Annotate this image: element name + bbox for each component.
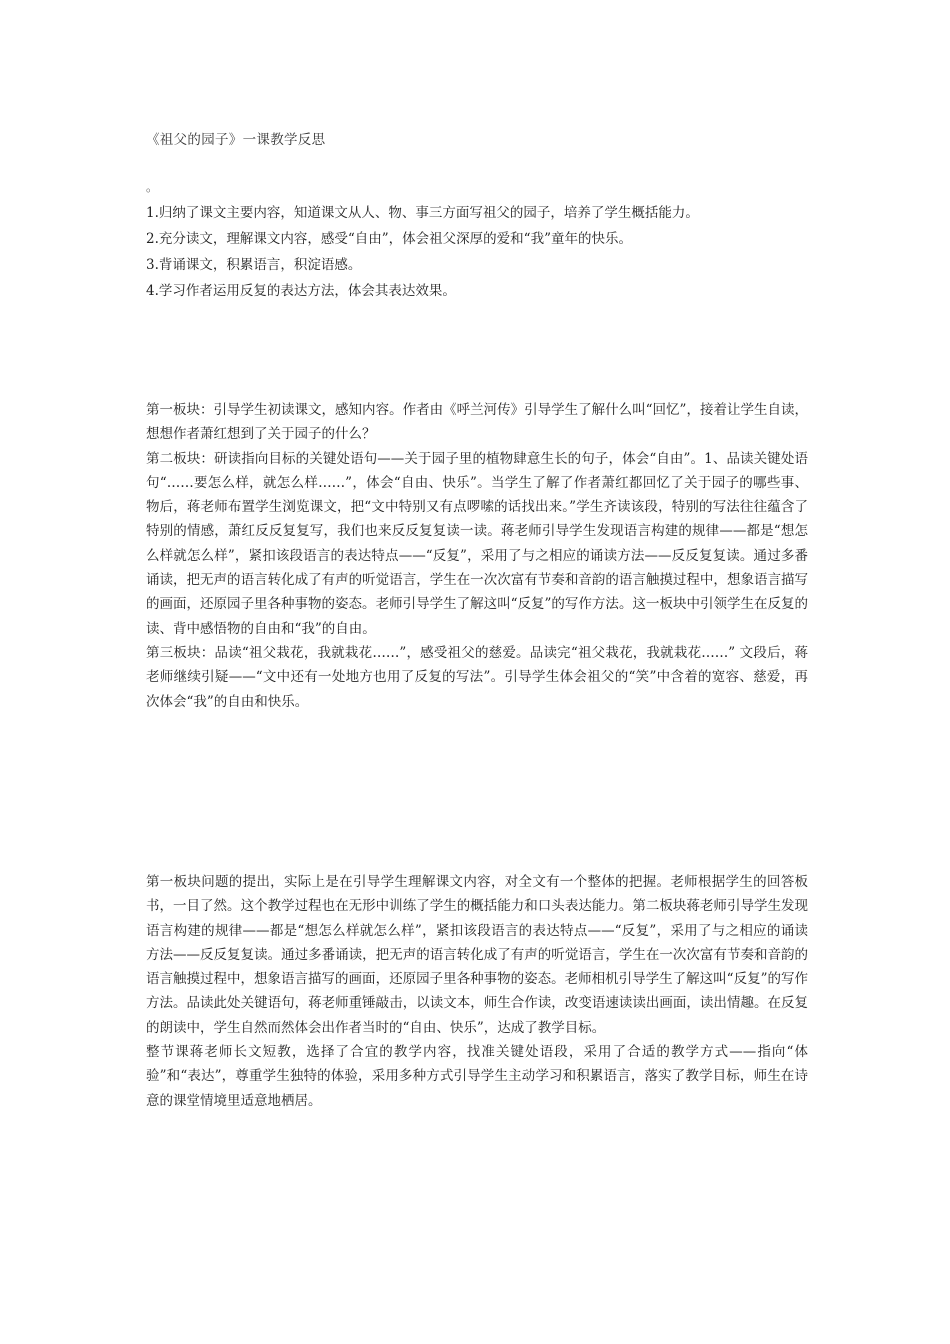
teaching-objectives: [146, 200, 826, 304]
block-paragraph: 第二板块：研读指向目标的关键处语句——关于园子里的植物肆意生长的句子，体会“自由”。1、品读关键处语句“……要怎么样，就怎么样……”，体会“自由、快乐”。当学生了解了作者萧红都回忆了关于园子的哪些事、物后，蒋老师布置学生浏览课文，把“文中特别又有点啰嗦的话找出来。”学生齐读该段，特别的写法往往蕴含了特别的情感，萧红反反复复写，我们也来反反复复读一读。蒋老师引导学生发现语言构建的规律——都是“想怎么样就怎么样”，紧扣该段语言的表达特点——“反复”，采用了与之相应的诵读方法——反反复复读。通过多番诵读，把无声的语言转化成了有声的听觉语言，学生在一次次富有节奏和音韵的语言触摸过程中，想象语言描写的画面，还原园子里各种事物的姿态。老师引导学生了解这叫“反复”的写作方法。这一板块中引领学生在反复的读、背中感悟物的自由和“我”的自由。: [146, 450, 808, 637]
objective-item: 2.充分读文，理解课文内容，感受“自由”，体会祖父深厚的爱和“我”童年的快乐。: [146, 231, 632, 247]
document-title: 《祖父的园子》一课教学反思: [146, 132, 326, 148]
teaching-process-section: [146, 398, 808, 714]
block-paragraph: 第一板块：引导学生初读课文，感知内容。作者由《呼兰河传》引导学生了解什么叫“回忆”，接着让学生自读，想想作者萧红想到了关于园子的什么？: [146, 402, 808, 443]
stray-punctuation: 。: [146, 180, 159, 194]
objective-item: 4.学习作者运用反复的表达方法，体会其表达效果。: [146, 283, 456, 299]
block-paragraph: 第三板块：品读“祖父栽花，我就栽花……”，感受祖父的慈爱。品读完“祖父栽花，我就栽花……” 文段后，蒋老师继续引疑——“文中还有一处地方也用了反复的写法”。引导学生体会祖父的“笑”中含着的宽容、慈爱，再次体会“我”的自由和快乐。: [146, 644, 808, 710]
reflection-section: [146, 870, 808, 1113]
objective-item: 3.背诵课文，积累语言，积淀语感。: [146, 257, 362, 273]
reflection-paragraph: 整节课蒋老师长文短教，选择了合宜的教学内容，找准关键处语段，采用了合适的教学方式——指向“体验”和“表达”，尊重学生独特的体验，采用多种方式引导学生主动学习和积累语言，落实了教学目标，师生在诗意的课堂情境里适意地栖居。: [146, 1044, 808, 1109]
objective-item: 1.归纳了课文主要内容，知道课文从人、物、事三方面写祖父的园子，培养了学生概括能力。: [146, 205, 699, 221]
reflection-paragraph: 第一板块问题的提出，实际上是在引导学生理解课文内容，对全文有一个整体的把握。老师根据学生的回答板书，一目了然。这个教学过程也在无形中训练了学生的概括能力和口头表达能力。第二板块蒋老师引导学生发现语言构建的规律——都是“想怎么样就怎么样”，紧扣该段语言的表达特点——“反复”，采用了与之相应的诵读方法——反反复复读。通过多番诵读，把无声的语言转化成了有声的听觉语言，学生在一次次富有节奏和音韵的语言触摸过程中，想象语言描写的画面，还原园子里各种事物的姿态。老师相机引导学生了解这叫“反复”的写作方法。品读此处关键语句，蒋老师重锤敲击，以读文本，师生合作读，改变语速读读出画面，读出情趣。在反复的朗读中，学生自然而然体会出作者当时的“自由、快乐”，达成了教学目标。: [146, 874, 808, 1036]
